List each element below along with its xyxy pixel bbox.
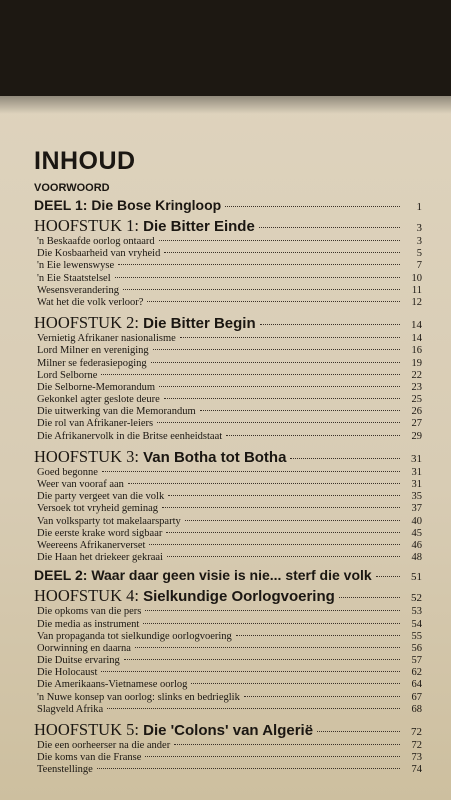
dot-leader xyxy=(153,349,400,350)
section-label: Versoek tot vryheid geminag xyxy=(37,503,159,515)
section-label: Wat het die volk verloor? xyxy=(37,296,144,308)
section-page: 3 xyxy=(416,236,422,247)
toc-chapter-1 xyxy=(34,216,422,236)
toc-voorwoord-label: VOORWOORD xyxy=(34,182,110,194)
chapter-2-sections xyxy=(34,333,422,443)
dot-leader xyxy=(200,410,400,411)
toc-section xyxy=(34,740,422,752)
toc-section xyxy=(34,260,422,272)
toc-deel-2 xyxy=(34,567,422,585)
section-page: 22 xyxy=(411,369,422,381)
section-label: Lord Milner en vereniging xyxy=(37,345,149,357)
dot-leader xyxy=(145,756,400,757)
section-page: 23 xyxy=(411,381,422,393)
dot-leader xyxy=(174,744,400,745)
toc-section xyxy=(34,692,422,704)
dot-leader xyxy=(151,362,400,363)
section-label: Die koms van die Franse xyxy=(37,752,142,764)
toc-deel-label: DEEL 2: Waar daar geen visie is nie... sterf die volk xyxy=(34,567,372,584)
toc-section xyxy=(34,273,422,285)
dot-leader xyxy=(149,544,400,545)
toc-section xyxy=(34,297,422,309)
dot-leader xyxy=(236,635,400,636)
dot-leader xyxy=(115,277,400,278)
dot-leader xyxy=(162,507,400,508)
section-page: 29 xyxy=(411,430,422,442)
dot-leader xyxy=(166,532,400,533)
table-of-contents xyxy=(34,146,422,777)
dot-leader xyxy=(145,610,400,611)
toc-section xyxy=(34,631,422,643)
section-label: Slagveld Afrika xyxy=(37,703,104,715)
toc-section xyxy=(34,418,422,430)
chapter-prefix: HOOFSTUK 4: xyxy=(34,586,144,606)
dot-leader xyxy=(159,240,400,241)
page-shadow xyxy=(0,96,451,114)
dot-leader xyxy=(226,435,400,436)
section-page: 62 xyxy=(411,667,422,679)
section-page: 72 xyxy=(411,740,422,751)
dot-leader xyxy=(97,768,400,769)
section-label: Die Selborne-Memorandum xyxy=(37,381,156,393)
dot-leader xyxy=(101,374,400,375)
dot-leader xyxy=(290,458,400,459)
toc-chapter-2 xyxy=(34,313,422,333)
section-page: 68 xyxy=(411,703,422,715)
section-label: Vernietig Afrikaner nasionalisme xyxy=(37,333,176,345)
dot-leader xyxy=(185,520,400,521)
section-page: 55 xyxy=(411,630,422,642)
section-label: Van volksparty tot makelaarsparty xyxy=(37,515,181,527)
toc-voorwoord xyxy=(34,182,422,197)
chapter-title: Die 'Colons' van Algerië xyxy=(143,722,314,739)
section-page: 11 xyxy=(411,284,422,296)
dot-leader xyxy=(260,324,400,325)
section-page: 19 xyxy=(411,357,422,369)
book-page xyxy=(0,96,451,800)
toc-section xyxy=(34,764,422,776)
toc-section xyxy=(34,431,422,443)
section-label: Die party vergeet van die volk xyxy=(37,491,165,503)
section-page: 53 xyxy=(411,606,422,618)
section-page: 48 xyxy=(411,552,422,564)
section-page: 57 xyxy=(411,655,422,667)
section-page: 54 xyxy=(411,618,422,630)
toc-chapter-5 xyxy=(34,720,422,740)
chapter-3-sections xyxy=(34,467,422,565)
section-page: 31 xyxy=(411,466,422,478)
toc-section xyxy=(34,619,422,631)
dot-leader xyxy=(157,422,400,423)
section-label: Oorwinning en daarna xyxy=(37,642,131,654)
section-label: Die een oorheerser na die ander xyxy=(37,740,171,751)
dot-leader xyxy=(164,252,400,253)
chapter-1-sections xyxy=(34,236,422,309)
section-label: Die Haan het driekeer gekraai xyxy=(37,552,163,564)
chapter-prefix: HOOFSTUK 1: xyxy=(34,216,144,235)
dot-leader xyxy=(259,227,400,228)
section-label: Weereens Afrikanerverset xyxy=(37,539,146,551)
toc-page-number: 14 xyxy=(411,319,422,332)
dot-leader xyxy=(168,495,400,496)
dot-leader xyxy=(159,386,400,387)
toc-chapter-3 xyxy=(34,447,422,467)
dot-leader xyxy=(101,671,400,672)
section-label: Gekonkel agter geslote deure xyxy=(37,394,160,406)
toc-section xyxy=(34,394,422,406)
dot-leader xyxy=(123,289,400,290)
toc-section xyxy=(34,679,422,691)
section-page: 10 xyxy=(411,272,422,284)
dot-leader xyxy=(143,623,400,624)
toc-section xyxy=(34,528,422,540)
section-label: Milner se federasiepoging xyxy=(37,357,147,369)
toc-section xyxy=(34,285,422,297)
dot-leader xyxy=(147,301,400,302)
section-label: Goed begonne xyxy=(37,466,98,478)
section-page: 25 xyxy=(411,394,422,406)
dot-leader xyxy=(339,597,400,598)
toc-page-number: 52 xyxy=(411,592,422,605)
section-label: 'n Beskaafde oorlog ontaard xyxy=(37,236,155,247)
toc-deel-label: DEEL 1: Die Bose Kringloop xyxy=(34,197,222,213)
dot-leader xyxy=(191,683,400,684)
dot-leader xyxy=(180,337,400,338)
dot-leader xyxy=(317,731,400,732)
section-page: 16 xyxy=(411,345,422,357)
toc-page-number: 3 xyxy=(416,222,422,234)
toc-page-number: 72 xyxy=(411,726,422,738)
chapter-title: Van Botha tot Botha xyxy=(143,448,287,466)
toc-deel-1 xyxy=(34,197,422,215)
section-page: 73 xyxy=(411,752,422,764)
toc-section xyxy=(34,606,422,618)
section-label: Van propaganda tot sielkundige oorlogvoering xyxy=(37,630,232,642)
dot-leader xyxy=(118,264,400,265)
toc-section xyxy=(34,248,422,260)
chapter-prefix: HOOFSTUK 3: xyxy=(34,446,144,466)
section-label: Die Holocaust xyxy=(37,667,98,679)
section-page: 35 xyxy=(411,491,422,503)
toc-section xyxy=(34,236,422,248)
dot-leader xyxy=(128,483,400,484)
section-label: Die Duitse ervaring xyxy=(37,655,120,667)
section-page: 46 xyxy=(411,539,422,551)
toc-section xyxy=(34,467,422,479)
section-label: Die opkoms van die pers xyxy=(37,606,142,618)
section-page: 26 xyxy=(411,406,422,418)
chapter-title: Die Bitter Begin xyxy=(143,315,256,333)
section-label: Die Afrikanervolk in die Britse eenheidstaat xyxy=(37,430,223,442)
section-label: Weer van vooraf aan xyxy=(37,479,124,490)
toc-chapter-4 xyxy=(34,586,422,606)
dot-leader xyxy=(102,471,400,472)
section-page: 74 xyxy=(411,764,422,776)
chapter-4-sections xyxy=(34,606,422,716)
toc-section xyxy=(34,345,422,357)
dot-leader xyxy=(376,576,400,577)
toc-section xyxy=(34,491,422,503)
section-page: 31 xyxy=(411,479,422,490)
dot-leader xyxy=(225,206,400,207)
dot-leader xyxy=(124,659,400,660)
toc-section xyxy=(34,540,422,552)
toc-section xyxy=(34,552,422,564)
section-label: Teenstellinge xyxy=(37,764,93,776)
chapter-5-sections xyxy=(34,740,422,777)
section-page: 56 xyxy=(411,642,422,654)
section-page: 27 xyxy=(411,418,422,430)
section-page: 7 xyxy=(416,260,422,272)
toc-section xyxy=(34,643,422,655)
toc-section xyxy=(34,655,422,667)
section-page: 64 xyxy=(411,679,422,691)
chapter-prefix: HOOFSTUK 5: xyxy=(34,720,144,739)
section-label: Die uitwerking van die Memorandum xyxy=(37,406,196,418)
section-label: Die eerste krake word sigbaar xyxy=(37,527,163,539)
dot-leader xyxy=(167,556,400,557)
dot-leader xyxy=(107,708,400,709)
section-page: 12 xyxy=(411,296,422,308)
section-label: Lord Selborne xyxy=(37,369,98,381)
toc-page-number: 1 xyxy=(416,201,422,213)
section-label: Die media as instrument xyxy=(37,618,140,630)
toc-section xyxy=(34,370,422,382)
dot-leader xyxy=(244,696,400,697)
section-page: 40 xyxy=(411,515,422,527)
section-page: 5 xyxy=(416,248,422,260)
page-title: INHOUD xyxy=(34,147,136,175)
toc-section xyxy=(34,406,422,418)
chapter-title: Die Bitter Einde xyxy=(143,218,255,235)
section-page: 14 xyxy=(411,333,422,345)
toc-section xyxy=(34,333,422,345)
toc-section xyxy=(34,752,422,764)
section-page: 37 xyxy=(411,503,422,515)
chapter-title: Sielkundige Oorlogvoering xyxy=(143,588,335,606)
section-label: 'n Eie Staatstelsel xyxy=(37,272,111,284)
toc-page-number: 31 xyxy=(411,452,422,465)
toc-section xyxy=(34,382,422,394)
section-label: 'n Nuwe konsep van oorlog: slinks en bedrieglik xyxy=(37,691,240,703)
toc-section xyxy=(34,358,422,370)
toc-section xyxy=(34,516,422,528)
toc-page-number: 51 xyxy=(411,571,422,584)
section-page: 67 xyxy=(411,691,422,703)
toc-section xyxy=(34,704,422,716)
section-label: Die Kosbaarheid van vryheid xyxy=(37,248,161,260)
dot-leader xyxy=(135,647,400,648)
section-page: 45 xyxy=(411,527,422,539)
chapter-prefix: HOOFSTUK 2: xyxy=(34,313,144,333)
section-label: Die Amerikaans-Vietnamese oorlog xyxy=(37,679,188,691)
dot-leader xyxy=(164,398,400,399)
toc-section xyxy=(34,667,422,679)
toc-section xyxy=(34,479,422,491)
section-label: Wesensverandering xyxy=(37,284,119,296)
section-label: 'n Eie lewenswyse xyxy=(37,260,115,272)
section-label: Die rol van Afrikaner-leiers xyxy=(37,418,154,430)
toc-section xyxy=(34,503,422,515)
